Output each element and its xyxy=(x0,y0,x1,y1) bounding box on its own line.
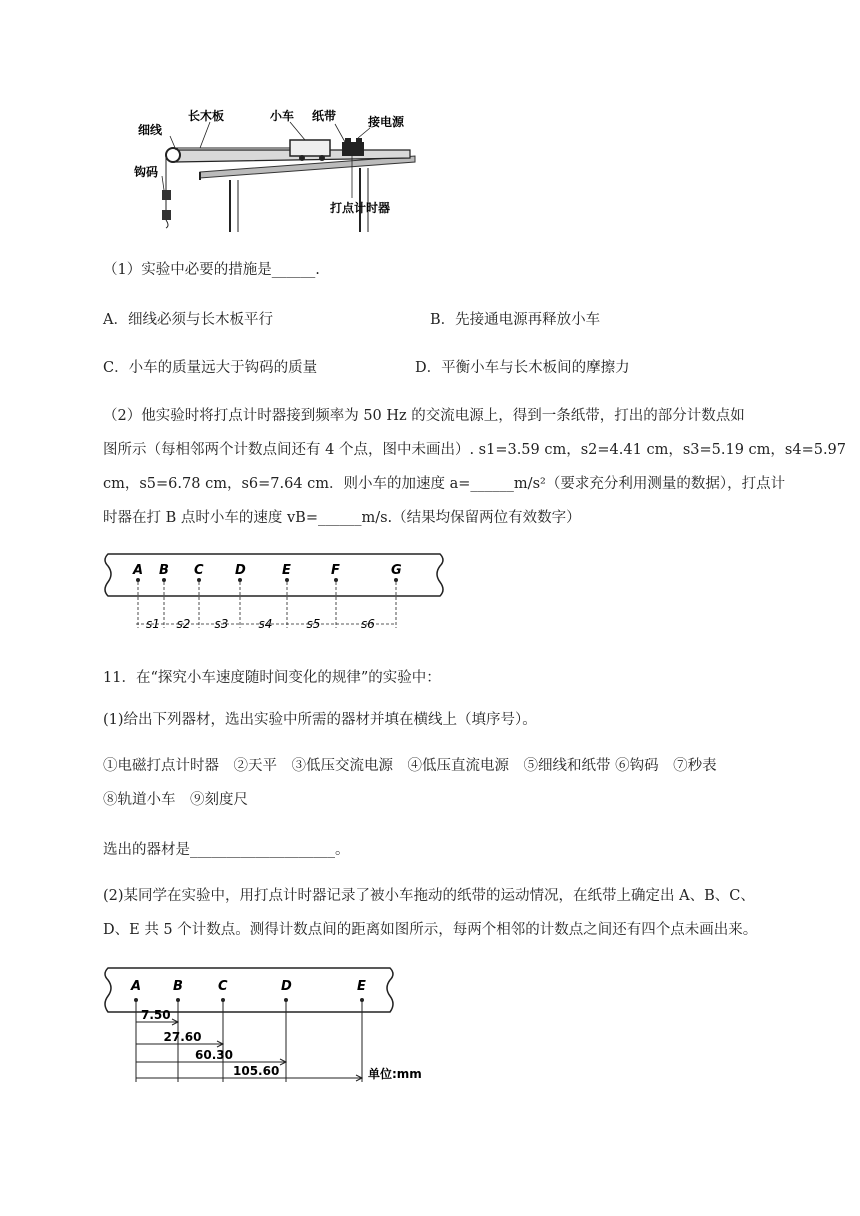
tape1-segment-label: s2 xyxy=(176,617,191,631)
q11-items2: ⑧轨道小车 ⑨刻度尺 xyxy=(103,792,248,808)
q11-part2-line1: (2)某同学在实验中，用打点计时器记录了被小车拖动的纸带的运动情况，在纸带上确定出 A、B、C、 xyxy=(103,888,755,904)
tape1-dot xyxy=(162,578,166,582)
tape2-point-label: B xyxy=(173,979,183,994)
q1-option-a: A．细线必须与长木板平行 xyxy=(103,312,273,328)
q1-stem: （1）实验中必要的措施是______. xyxy=(103,262,320,278)
q1-option-c: C．小车的质量远大于钩码的质量 xyxy=(103,360,318,376)
tape1-segment-label: s6 xyxy=(361,617,375,631)
tape1-point-label: B xyxy=(159,563,169,578)
tape1-dot xyxy=(285,578,289,582)
q11-answer: 选出的器材是____________________。 xyxy=(103,842,350,858)
tape1-dot xyxy=(197,578,201,582)
tape2-point-label: E xyxy=(357,979,366,994)
tape2-point-label: C xyxy=(218,979,228,994)
tape2-distance-label: 27.60 xyxy=(163,1030,202,1044)
label-timer: 打点计时器 xyxy=(330,201,391,215)
q2-line3: cm，s5=6.78 cm，s6=7.64 cm．则小车的加速度 a=______m/s²（要求充分利用测量的数据），打点计 xyxy=(103,476,786,492)
q2-line2: 图所示（每相邻两个计数点间还有 4 个点，图中未画出）. s1=3.59 cm，s2=4.41 cm，s3=5.19 cm，s4=5.97 xyxy=(103,442,847,458)
tape2-point-label: D xyxy=(281,979,292,994)
tape1-point-label: E xyxy=(282,563,291,578)
tape1-segment-label: s4 xyxy=(258,617,273,631)
tape1-point-label: G xyxy=(391,563,402,578)
q2-line4: 时器在打 B 点时小车的速度 vB=______m/s.（结果均保留两位有效数字） xyxy=(103,510,581,526)
q11-part1: (1)给出下列器材，选出实验中所需的器材并填在横线上（填序号）。 xyxy=(103,712,537,728)
tape1-point-label: C xyxy=(194,563,204,578)
tape1-dot xyxy=(238,578,242,582)
tape1-segment-label: s1 xyxy=(146,617,160,631)
tape1-segment-label: s3 xyxy=(214,617,229,631)
tape2-distance-label: 7.50 xyxy=(141,1008,171,1022)
label-power: 接电源 xyxy=(368,115,405,129)
q1-option-d: D．平衡小车与长木板间的摩擦力 xyxy=(415,360,630,376)
tape1-dot xyxy=(334,578,338,582)
tape1-segment-label: s5 xyxy=(306,617,321,631)
q2-line1: （2）他实验时将打点计时器接到频率为 50 Hz 的交流电源上，得到一条纸带，打出的部分计数点如 xyxy=(103,408,745,424)
tape1-point-label: D xyxy=(235,563,246,578)
label-tape: 纸带 xyxy=(312,109,337,123)
label-board: 长木板 xyxy=(188,109,225,123)
tape2-unit: 单位:mm xyxy=(368,1067,422,1081)
tape-figure-1 xyxy=(100,550,450,636)
q1-option-b: B．先接通电源再释放小车 xyxy=(430,312,601,328)
tape1-dot xyxy=(136,578,140,582)
q11-title: 11．在“探究小车速度随时间变化的规律”的实验中： xyxy=(103,670,441,686)
tape-figure-2 xyxy=(100,964,440,1088)
label-cart: 小车 xyxy=(270,109,295,123)
tape1-dot xyxy=(394,578,398,582)
q11-items1: ①电磁打点计时器 ②天平 ③低压交流电源 ④低压直流电源 ⑤细线和纸带 ⑥钩码 ⑦秒表 xyxy=(103,758,717,774)
tape2-distance-label: 60.30 xyxy=(195,1048,233,1062)
tape1-point-label: A xyxy=(133,563,144,578)
label-weight: 钩码 xyxy=(134,165,159,179)
label-string: 细线 xyxy=(138,123,163,137)
tape1-point-label: F xyxy=(331,563,340,578)
tape2-distance-label: 105.60 xyxy=(233,1064,280,1078)
q11-part2-line2: D、E 共 5 个计数点。测得计数点间的距离如图所示，每两个相邻的计数点之间还有四个点未画出来。 xyxy=(103,922,758,938)
apparatus-figure xyxy=(130,100,430,240)
tape2-point-label: A xyxy=(131,979,142,994)
